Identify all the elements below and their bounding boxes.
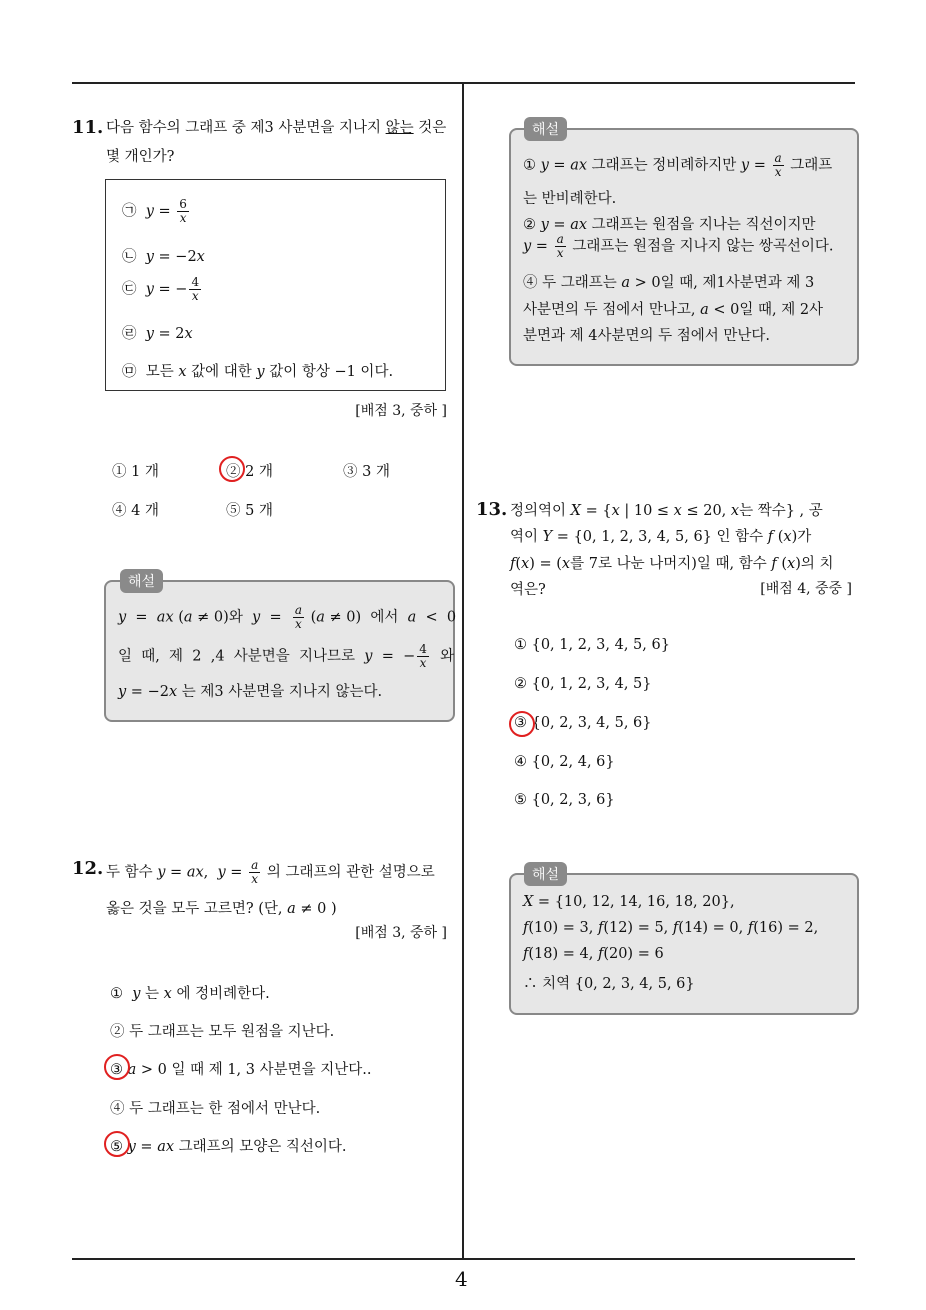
q13-stem-line2: 역이 Y = {0, 1, 2, 3, 4, 5, 6} 인 함수 f (x)가 bbox=[510, 529, 812, 545]
q13-stem-line3: f(x) = (x를 7로 나눈 나머지)일 때, 함수 f (x)의 치 bbox=[510, 556, 834, 572]
q11-stem-line1: 다음 함수의 그래프 중 제3 사분면을 지나지 않는 것은 bbox=[106, 120, 447, 136]
q12-choice-4[interactable]: ④ 두 그래프는 한 점에서 만난다. bbox=[110, 1101, 321, 1117]
q12-solution-line5: ④ 두 그래프는 a > 0일 때, 제1사분면과 제 3 bbox=[523, 275, 815, 291]
q12-solution-line1: ① y = ax 그래프는 정비례하지만 y = $\frac{a}{x}$ 그래프 bbox=[523, 151, 833, 179]
q12-choice-2[interactable]: ② 두 그래프는 모두 원점을 지난다. bbox=[110, 1024, 335, 1040]
q12-solution-line3: ② y = ax 그래프는 원점을 지나는 직선이지만 bbox=[523, 217, 816, 233]
q11-number: 11. bbox=[72, 117, 104, 138]
q12-choice-5[interactable]: ⑤ y = ax 그래프의 모양은 직선이다. bbox=[110, 1139, 347, 1155]
q13-solution-line1: X = {10, 12, 14, 16, 18, 20}, bbox=[523, 894, 735, 910]
column-divider bbox=[462, 83, 464, 1258]
page-number: 4 bbox=[455, 1267, 468, 1291]
q11-solution-line3: y = −2x 는 제3 사분면을 지나지 않는다. bbox=[118, 684, 383, 700]
q13-answer-mark bbox=[509, 711, 535, 737]
q11-solution-line1: y = ax (a ≠ 0)와 y = $\frac{a}{x}$ (a ≠ 0) 에서 a < 0 bbox=[118, 603, 457, 631]
q13-choice-5[interactable]: ⑤ {0, 2, 3, 6} bbox=[514, 792, 615, 808]
q13-solution-line3: f(18) = 4, f(20) = 6 bbox=[523, 946, 664, 962]
q11-solution-line2: 일 때, 제 2 ,4 사분면을 지나므로 y = − $\frac{4}{x}$ 와 bbox=[118, 642, 455, 670]
top-rule bbox=[72, 82, 855, 84]
q12-answer-mark-5 bbox=[104, 1131, 130, 1157]
q13-solution-tag: 해설 bbox=[524, 862, 567, 886]
q11-score: [배점 3, 중하 ] bbox=[355, 403, 447, 419]
q12-solution-line6: 사분면의 두 점에서 만나고, a < 0일 때, 제 2사 bbox=[523, 302, 824, 318]
q12-solution-line7: 분면과 제 4사분면의 두 점에서 만난다. bbox=[523, 328, 770, 344]
q12-solution-line2: 는 반비례한다. bbox=[523, 191, 617, 207]
q11-item-1: ㉠ y = $\frac{6}{x}$ bbox=[122, 197, 187, 225]
q11-choice-1[interactable]: ① 1 개 bbox=[112, 464, 159, 480]
q11-stem-line2: 몇 개인가? bbox=[106, 149, 175, 165]
q11-choice-3[interactable]: ③ 3 개 bbox=[343, 464, 390, 480]
q13-solution-line2: f(10) = 3, f(12) = 5, f(14) = 0, f(16) = 2, bbox=[523, 920, 819, 936]
q11-choice-5[interactable]: ⑤ 5 개 bbox=[226, 503, 273, 519]
q12-choice-3[interactable]: ③ a > 0 일 때 제 1, 3 사분면을 지난다.. bbox=[110, 1062, 372, 1078]
q12-solution-line4: y = $\frac{a}{x}$ 그래프는 원점을 지나지 않는 쌍곡선이다. bbox=[523, 232, 834, 260]
q12-score: [배점 3, 중하 ] bbox=[355, 925, 447, 941]
q13-stem-line1: 정의역이 X = {x | 10 ≤ x ≤ 20, x는 짝수} , 공 bbox=[510, 503, 823, 519]
q11-answer-mark bbox=[219, 456, 245, 482]
q11-choice-4[interactable]: ④ 4 개 bbox=[112, 503, 159, 519]
q11-item-5: ㉤ 모든 x 값에 대한 y 값이 항상 −1 이다. bbox=[122, 364, 394, 380]
q11-stem bbox=[106, 114, 456, 172]
q13-choice-3[interactable]: ③ {0, 2, 3, 4, 5, 6} bbox=[514, 715, 652, 731]
q11-choice-2[interactable]: ② 2 개 bbox=[226, 464, 273, 480]
q12-answer-mark-3 bbox=[104, 1054, 130, 1080]
q12-solution-tag: 해설 bbox=[524, 117, 567, 141]
q13-choice-2[interactable]: ② {0, 1, 2, 3, 4, 5} bbox=[514, 676, 652, 692]
q12-choice-1[interactable]: ① y 는 x 에 정비례한다. bbox=[110, 986, 270, 1002]
q13-score: [배점 4, 중중 ] bbox=[760, 581, 852, 597]
q11-item-4: ㉣ y = 2x bbox=[122, 326, 193, 342]
q11-solution-tag: 해설 bbox=[120, 569, 163, 593]
q13-choice-4[interactable]: ④ {0, 2, 4, 6} bbox=[514, 754, 615, 770]
q11-item-2: ㉡ y = −2x bbox=[122, 249, 205, 265]
q13-solution-line4: ∴ 치역 {0, 2, 3, 4, 5, 6} bbox=[523, 976, 695, 992]
q11-underline-word: 않는 bbox=[385, 120, 414, 136]
q13-number: 13. bbox=[476, 499, 508, 520]
q13-stem-line4: 역은? bbox=[510, 582, 546, 598]
bottom-rule bbox=[72, 1258, 855, 1260]
q11-item-3: ㉢ y = − $\frac{4}{x}$ bbox=[122, 275, 200, 303]
q13-choice-1[interactable]: ① {0, 1, 2, 3, 4, 5, 6} bbox=[514, 637, 670, 653]
q12-stem-line1: 두 함수 y = ax, y = $\frac{a}{x}$ 의 그래프의 관한 설명으로 bbox=[106, 858, 435, 886]
q12-stem-line2: 옳은 것을 모두 고르면? (단, a ≠ 0 ) bbox=[106, 901, 337, 917]
q12-number: 12. bbox=[72, 858, 104, 879]
